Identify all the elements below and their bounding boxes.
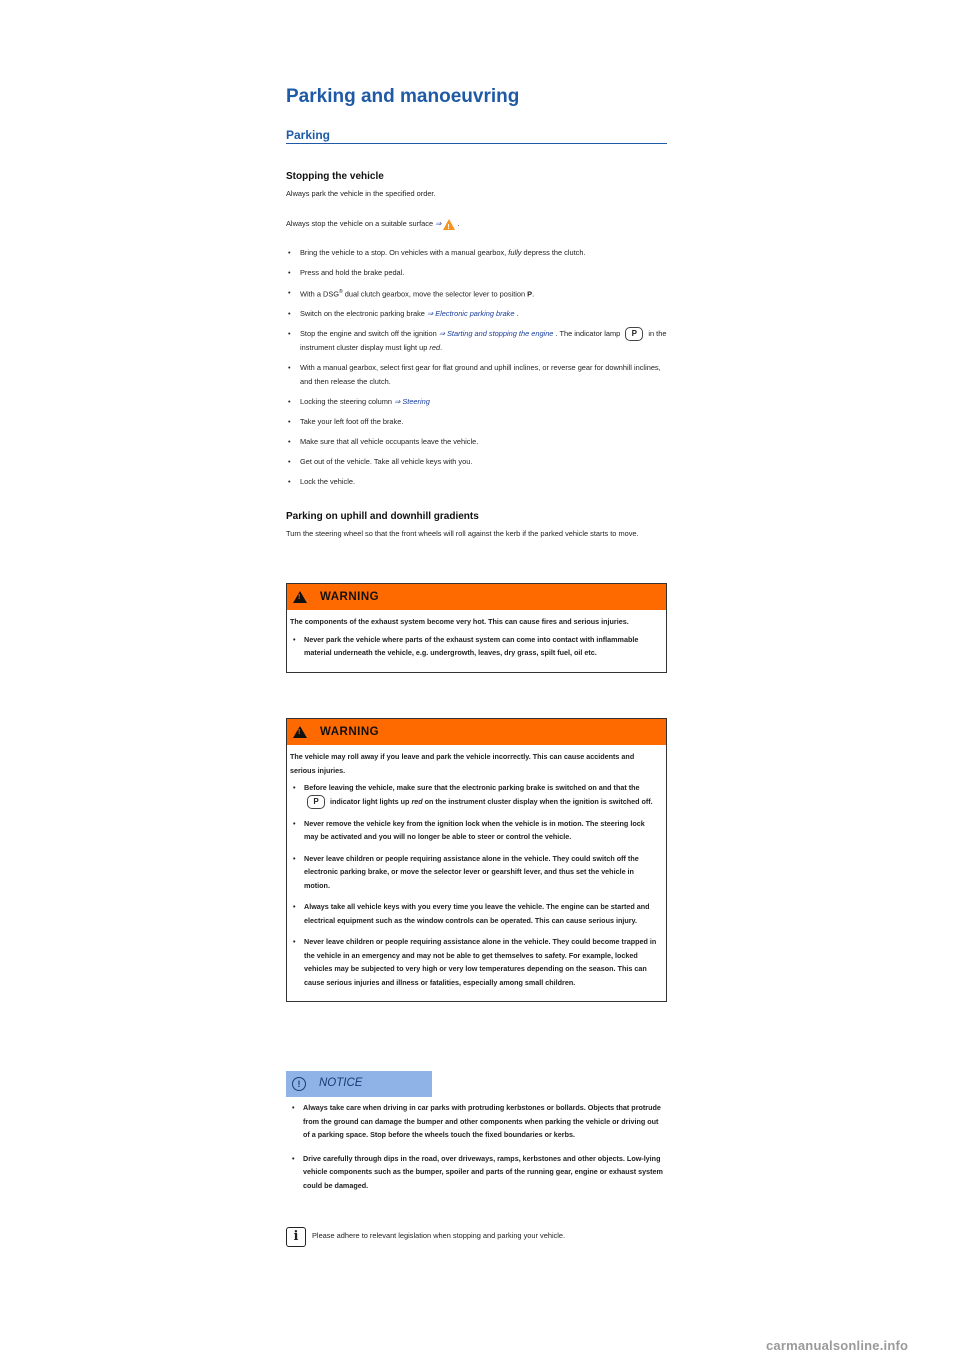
warning-title: WARNING	[320, 591, 380, 603]
link-starting-stopping-engine[interactable]: ⇒ Starting and stopping the engine	[438, 329, 554, 339]
warning-icon: !	[293, 726, 307, 738]
watermark: carmanualsonline.info	[766, 1338, 909, 1353]
step-item: • With a manual gearbox, select first gear for flat ground and uphill inclines, or reverse gear for downhill inclines, and then release the clutch.	[286, 361, 667, 388]
notice-item: • Drive carefully through dips in the road, over driveways, ramps, kerbstones and other objects. Low-lying vehicle components such as the bumper, spoiler and parts of the running gear, engine or exhaust system could be damaged.	[289, 1152, 665, 1193]
info-icon: i	[286, 1227, 306, 1247]
warning-item: • Always take all vehicle keys with you every time you leave the vehicle. The engine can be started and electrical equipment such as the window controls can be operated. This can cause serious injury.	[290, 900, 661, 927]
step-item: • Press and hold the brake pedal.	[286, 266, 667, 280]
warning-header	[287, 584, 666, 610]
step-item: • Bring the vehicle to a stop. On vehicles with a manual gearbox, fully depress the clutch.	[286, 246, 667, 260]
step-item: • With a DSG® dual clutch gearbox, move the selector lever to position P.	[286, 286, 667, 301]
parking-brake-lamp-icon: P	[625, 327, 643, 341]
warning-box-exhaust	[286, 583, 667, 673]
gradients-heading: Parking on uphill and downhill gradients	[286, 511, 479, 522]
parking-brake-lamp-icon: P	[307, 795, 325, 809]
step-item: • Take your left foot off the brake.	[286, 415, 667, 429]
warning-lead: The vehicle may roll away if you leave and park the vehicle incorrectly. This can cause accidents and serious injuries.	[290, 752, 635, 775]
step-item: • Lock the vehicle.	[286, 475, 667, 489]
step-item: • Get out of the vehicle. Take all vehicle keys with you.	[286, 455, 667, 469]
page-title: Parking and manoeuvring	[286, 86, 520, 107]
link-steering[interactable]: ⇒ Steering	[394, 397, 430, 407]
step-item: • Locking the steering column ⇒ Steering	[286, 395, 667, 409]
notice-header	[286, 1071, 432, 1097]
warning-box-rolling	[286, 718, 667, 1002]
warning-item: • Never leave children or people requiring assistance alone in the vehicle. They could switch off the electronic parking brake, or move the selector lever or gearshift lever, and thus set the vehicle in motion.	[290, 852, 661, 893]
notice-title: NOTICE	[319, 1077, 363, 1089]
info-text: Please adhere to relevant legislation when stopping and parking your vehicle.	[312, 1231, 566, 1240]
warning-ref-arrow[interactable]: ⇒	[435, 219, 442, 228]
notice-item: • Always take care when driving in car parks with protruding kerbstones or bollards. Objects that protrude from the ground can damage the bumper and other components when parking the vehicle or driving out of a parking space. Stop before the wheels touch the fixed boundaries or kerbs.	[289, 1101, 665, 1142]
warning-item: • Before leaving the vehicle, make sure that the electronic parking brake is switched on and that the P indicator light lights up red on the instrument cluster display when the ignition is switched off.	[290, 781, 661, 809]
gradients-text: Turn the steering wheel so that the front wheels will roll against the kerb if the parked vehicle starts to move.	[286, 529, 639, 538]
stopping-heading: Stopping the vehicle	[286, 171, 384, 182]
notice-icon: !	[292, 1077, 306, 1091]
warning-item: • Never remove the vehicle key from the ignition lock when the vehicle is in motion. The steering lock may be activated and you will no longer be able to steer or control the vehicle.	[290, 817, 661, 844]
warning-icon: !	[293, 591, 307, 603]
section-heading: Parking	[286, 128, 667, 144]
notice-list	[289, 1101, 665, 1202]
warning-triangle-icon: !	[443, 219, 455, 230]
stopping-steps	[286, 246, 667, 495]
link-electronic-parking-brake[interactable]: ⇒ Electronic parking brake	[426, 309, 515, 319]
warning-item: • Never park the vehicle where parts of the exhaust system can come into contact with inflammable material underneath the vehicle, e.g. undergrowth, leaves, dry grass, spilt fuel, oil etc.	[290, 633, 661, 660]
warning-title: WARNING	[320, 726, 380, 738]
warning-lead: The components of the exhaust system become very hot. This can cause fires and serious injuries.	[290, 617, 629, 626]
surface-line: Always stop the vehicle on a suitable surface ⇒ ! .	[286, 219, 460, 231]
step-item: • Make sure that all vehicle occupants leave the vehicle.	[286, 435, 667, 449]
surface-text: Always stop the vehicle on a suitable surface	[286, 219, 434, 228]
step-item: • Stop the engine and switch off the ignition ⇒ Starting and stopping the engine . The indicator lamp P in the instrument cluster display must light up red.	[286, 327, 667, 355]
stopping-intro: Always park the vehicle in the specified order.	[286, 189, 436, 198]
step-item: • Switch on the electronic parking brake ⇒ Electronic parking brake .	[286, 307, 667, 321]
warning-header	[287, 719, 666, 745]
warning-item: • Never leave children or people requiring assistance alone in the vehicle. They could become trapped in the vehicle in an emergency and may not be able to get themselves to safety. For example, locked vehicles may be subjected to very high or very low temperatures depending on the season. This can cause serious injuries and illness or fatalities, especially among small children.	[290, 935, 661, 989]
